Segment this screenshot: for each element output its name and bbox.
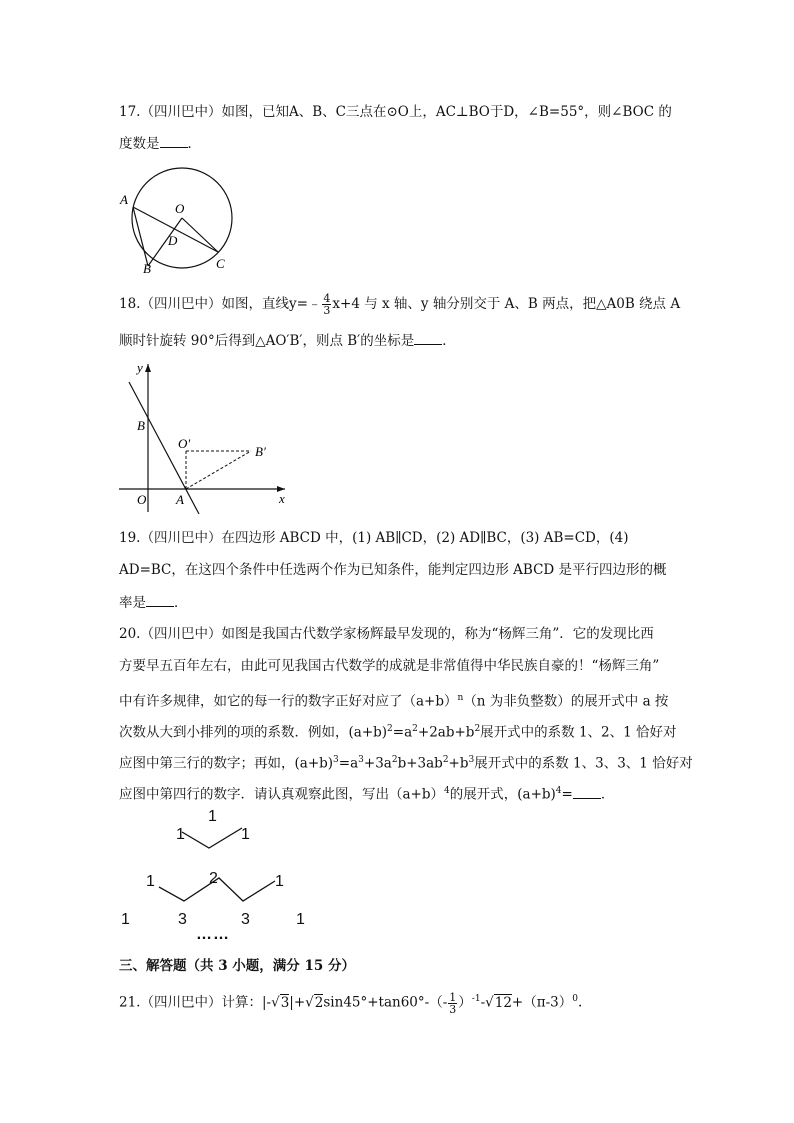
tri-r1-1: 1 [208, 808, 217, 825]
section3-title: 三、解答题（共 3 小题，满分 15 分） [119, 958, 355, 974]
label-c: C [216, 256, 225, 271]
q18-line2-end: ． [442, 333, 456, 349]
sqrt-icon: √ [305, 994, 314, 1011]
label-d: D [168, 233, 178, 248]
q20-sup: 3 [358, 755, 364, 765]
q20-sup: 3 [468, 755, 475, 765]
frac-den: 3 [449, 1002, 457, 1016]
frac-num: 4 [323, 292, 331, 305]
q20-sup: 3 [333, 755, 339, 765]
q20-line4-d: 展开式中的系数 1、2、1 恰好对 [480, 724, 677, 741]
q20-line6-b: 的展开式，(a+b) [449, 786, 556, 803]
q20-line4-a: 次数从大到小排列的项的系数．例如，(a+b) [119, 724, 388, 741]
label-b-prime: B′ [255, 444, 266, 459]
frac-den: 3 [323, 304, 331, 317]
tri-r4-2: 3 [178, 911, 187, 928]
answer-blank [146, 592, 174, 607]
q20-line6-end: ． [600, 786, 615, 803]
q18-line2 [119, 330, 456, 351]
q19-line3-text: 率是 [119, 595, 146, 611]
q20-sup: 4 [444, 786, 450, 796]
answer-blank [573, 784, 601, 799]
tri-r4-4: 1 [296, 911, 305, 928]
tri-r2-1: 1 [176, 826, 185, 843]
q21-d: ） [458, 994, 472, 1011]
q20-line5-a: 应图中第三行的数字；再如，(a+b) [119, 755, 334, 772]
q21-g: . [578, 994, 583, 1011]
label-y: y [137, 360, 143, 375]
q21-sqrt3: 12 [494, 994, 512, 1011]
q21-sqrt1: 3 [280, 994, 290, 1011]
q18-line1-a: 18.（四川巴中）如图，直线y=﹣ [119, 296, 322, 312]
q18-line2-text: 顺时针旋转 90°后得到△AO′B′，则点 B′的坐标是 [119, 333, 415, 349]
q19-line2: AD=BC，在这四个条件中任选两个作为已知条件，能判定四边形 ABCD 是平行四边形的概 [119, 562, 667, 578]
q20-sup: 2 [442, 755, 449, 765]
label-b: B [137, 418, 145, 433]
q18-line1 [119, 293, 680, 316]
answer-blank [160, 133, 188, 148]
q20-line4 [119, 719, 677, 743]
q20-line4-b: =a [392, 724, 413, 741]
fraction-1-3 [448, 992, 457, 1015]
answer-blank [414, 330, 442, 345]
q18-line1-b: x+4 与 x 轴、y 轴分别交于 A、B 两点，把△A0B 绕点 A [332, 296, 681, 312]
tri-r3-2: 2 [209, 870, 218, 887]
q21-e: - [480, 994, 486, 1011]
q20-line3 [119, 688, 668, 712]
q20-sup: 2 [474, 724, 481, 734]
q20-sup: 2 [387, 724, 393, 734]
q17-line2-end: ． [187, 136, 201, 152]
q20-line6-c: = [561, 786, 573, 803]
q21-f: +（π-3） [511, 994, 573, 1011]
tri-r2-2: 1 [241, 826, 250, 843]
q20-line4-c: +2ab+b [417, 724, 475, 741]
q19-line3-end: ． [174, 595, 188, 611]
q19-line1: 19.（四川巴中）在四边形 ABCD 中，(1) AB∥CD，(2) AD∥BC，(3) AB=CD，(4) [119, 530, 629, 546]
q20-line5-b: =a [338, 755, 359, 772]
q17-line2-text: 度数是 [119, 136, 160, 152]
q20-sup: 2 [391, 755, 398, 765]
q20-sup: n [457, 693, 464, 703]
tri-r3-3: 1 [275, 873, 284, 890]
q20-line5-e: +b [448, 755, 469, 772]
q20-sup: 2 [412, 724, 418, 734]
q19-line3 [119, 592, 188, 613]
q20-line5-c: +3a [363, 755, 392, 772]
y-axis-arrow [145, 364, 151, 372]
label-x: x [279, 491, 285, 506]
q20-line2: 方要早五百年左右，由此可见我国古代数学的成就是非常值得中华民族自豪的！“杨辉三角” [119, 658, 660, 674]
q20-line6-a: 应图中第四行的数字．请认真观察此图，写出（a+b） [119, 786, 445, 803]
q20-sup: 4 [555, 786, 562, 796]
sqrt-icon: √ [485, 994, 494, 1011]
label-a: A [120, 192, 128, 207]
segment-ab1 [186, 451, 251, 489]
sqrt-icon: √ [271, 994, 280, 1011]
fraction-4-3 [322, 293, 331, 316]
coordinate-figure [115, 360, 295, 515]
label-o: O [137, 492, 147, 507]
q17-line2 [119, 133, 201, 154]
q20-line3-b: （n 为非负整数）的展开式中 a 按 [463, 693, 669, 710]
label-o: O [175, 201, 185, 216]
label-b: B [143, 261, 151, 276]
q20-line5-d: b+3ab [397, 755, 443, 772]
tri-ellipsis: …… [196, 926, 230, 943]
segment-oc [182, 218, 218, 252]
label-a: A [176, 492, 184, 507]
q20-line3-a: 中有许多规律，如它的每一行的数字正好对应了（a+b） [119, 693, 458, 710]
q20-line5-f: 展开式中的系数 1、3、3、1 恰好对 [474, 755, 693, 772]
q21-sup1: -1 [471, 994, 481, 1004]
tri-r4-1: 1 [121, 911, 130, 928]
tri-r3-1: 1 [146, 873, 155, 890]
q20-line1: 20.（四川巴中）如图是我国古代数学家杨辉最早发现的，称为“杨辉三角”．它的发现比西 [119, 626, 654, 642]
connector-row2-row3 [182, 828, 242, 848]
q21-b: |+ [289, 994, 306, 1011]
q21-a: 21.（四川巴中）计算：|- [119, 994, 272, 1011]
q21-sqrt2: 2 [314, 994, 324, 1011]
q21-line [119, 989, 582, 1015]
circle-figure [112, 162, 242, 277]
frac-num: 1 [449, 990, 457, 1004]
q20-line5 [119, 750, 693, 774]
tri-r4-3: 3 [241, 911, 250, 928]
q21-sup2: 0 [572, 994, 578, 1004]
q21-c: sin45°+tan60°-（- [323, 994, 448, 1011]
q17-line1: 17.（四川巴中）如图，已知A、B、C三点在⊙O上，AC⊥BO于D，∠B=55°，则∠BOC 的 [119, 104, 672, 120]
label-o-prime: O′ [178, 436, 191, 451]
